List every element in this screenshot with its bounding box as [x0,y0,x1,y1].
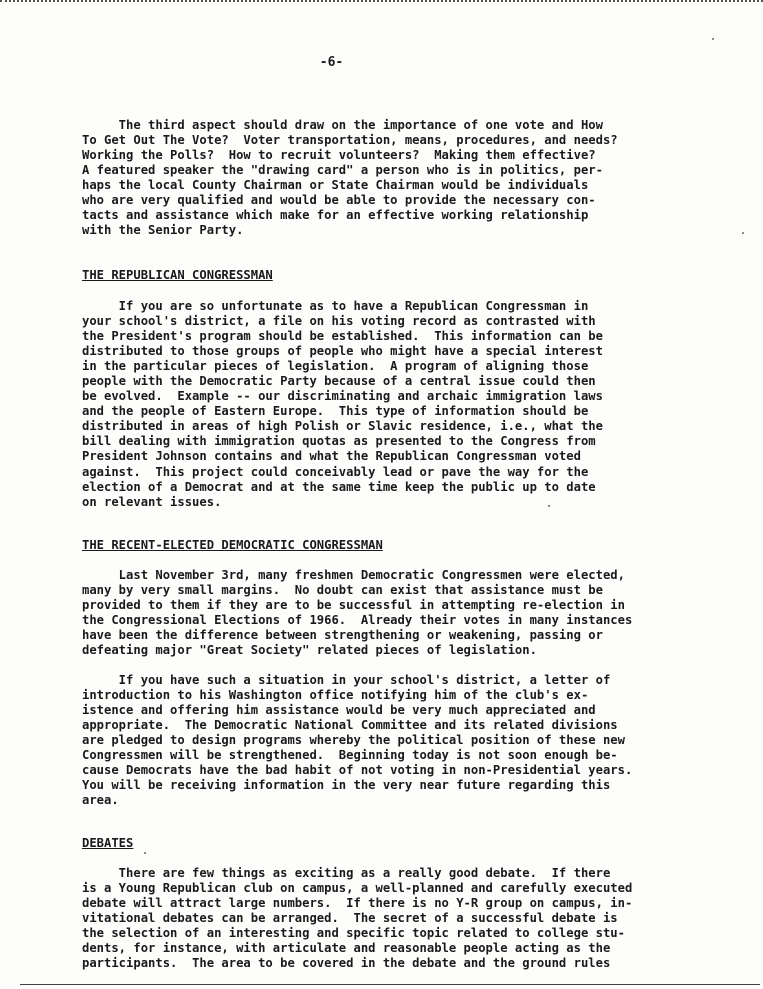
text-line: istence and offering him assistance would be very much appreciated and [82,703,596,718]
text-line: introduction to his Washington office notifying him of the club's ex- [82,688,589,703]
text-line: Last November 3rd, many freshmen Democratic Congressmen were elected, [82,568,625,582]
text-line: participants. The area to be covered in the debate and the ground rules [82,956,611,971]
heading-debates: DEBATES [82,836,134,850]
text-line: tacts and assistance which make for an effective working relationship [82,208,589,223]
paragraph-debates [82,866,652,971]
text-line: debate will attract large numbers. If there is no Y-R group on campus, in- [82,896,633,911]
text-line: To Get Out The Vote? Voter transportation, means, procedures, and needs? [82,133,618,148]
paragraph-if-you-have-such [82,673,652,808]
text-line: the selection of an interesting and specific topic related to college stu- [82,926,625,941]
heading-republican-congressman: THE REPUBLICAN CONGRESSMAN [82,268,273,282]
text-line: There are few things as exciting as a really good debate. If there [82,866,611,880]
text-line: who are very qualified and would be able to provide the necessary con- [82,193,596,208]
text-line: If you are so unfortunate as to have a Republican Congressman in [82,299,589,313]
heading-recent-elected-democratic-congressman: THE RECENT-ELECTED DEMOCRATIC CONGRESSMAN [82,538,383,552]
text-line: and the people of Eastern Europe. This type of information should be [82,404,589,419]
text-line: distributed to those groups of people who might have a special interest [82,344,603,359]
paragraph-third-aspect [82,118,652,238]
text-line: with the Senior Party. [82,223,244,238]
text-line: people with the Democratic Party because of a central issue could then [82,374,596,389]
page-number: -6- [319,55,344,70]
bottom-rule [20,984,760,985]
text-line: You will be receiving information in the very near future regarding this [82,778,611,793]
paragraph-last-november [82,568,652,658]
paragraph-republican-congressman [82,299,652,510]
text-line: defeating major "Great Society" related pieces of legislation. [82,643,537,658]
scan-speck [742,232,744,234]
text-line: The third aspect should draw on the importance of one vote and How [82,118,603,132]
text-line: against. This project could conceivably lead or pave the way for the [82,464,589,479]
text-line: is a Young Republican club on campus, a well-planned and carefully executed [82,881,633,896]
text-line: many by very small margins. No doubt can exist that assistance must be [82,583,603,598]
text-line: the President's program should be established. This information can be [82,329,603,344]
scan-speck [144,852,146,854]
text-line: your school's district, a file on his voting record as contrasted with [82,314,596,329]
text-line: area. [82,793,119,808]
text-line: Working the Polls? How to recruit volunteers? Making them effective? [82,148,596,163]
text-line: cause Democrats have the bad habit of not voting in non-Presidential years. [82,763,633,778]
scan-speck [548,505,550,507]
text-line: election of a Democrat and at the same time keep the public up to date [82,479,596,494]
text-line: distributed in areas of high Polish or Slavic residence, i.e., what the [82,419,603,434]
text-line: have been the difference between strengthening or weakening, passing or [82,628,603,643]
text-line: A featured speaker the "drawing card" a person who is in politics, per- [82,163,603,178]
text-line: be evolved. Example -- our discriminating and archaic immigration laws [82,389,603,404]
text-line: provided to them if they are to be successful in attempting re-election in [82,598,625,613]
text-line: on relevant issues. [82,494,222,509]
text-line: in the particular pieces of legislation. A program of aligning those [82,359,589,374]
text-line: the Congressional Elections of 1966. Already their votes in many instances [82,613,633,628]
text-line: appropriate. The Democratic National Committee and its related divisions [82,718,618,733]
text-line: bill dealing with immigration quotas as presented to the Congress from [82,434,596,449]
text-line: President Johnson contains and what the Republican Congressman voted [82,449,581,464]
text-line: Congressmen will be strengthened. Beginning today is not soon enough be- [82,748,618,763]
text-line: vitational debates can be arranged. The secret of a successful debate is [82,911,618,926]
text-line: are pledged to design programs whereby the political position of these new [82,733,625,748]
text-line: dents, for instance, with articulate and reasonable people acting as the [82,941,611,956]
text-line: haps the local County Chairman or State Chairman would be individuals [82,178,589,193]
scan-speck [712,38,714,40]
text-line: If you have such a situation in your school's district, a letter of [82,673,611,687]
top-dotted-border [0,0,763,5]
